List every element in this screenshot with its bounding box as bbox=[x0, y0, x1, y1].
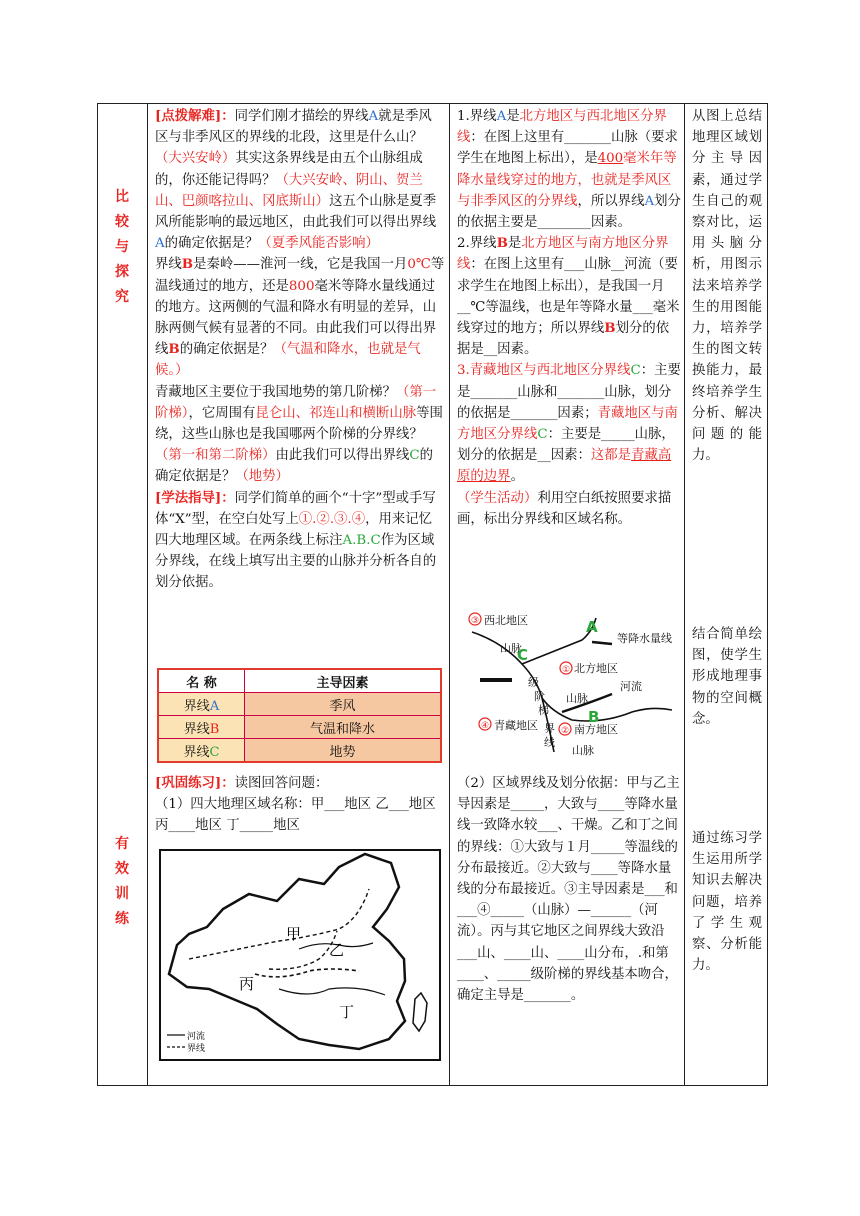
section-label-practice: 有 效 训 练 bbox=[115, 836, 129, 927]
china-regions-map bbox=[159, 849, 441, 1061]
factor-table bbox=[157, 668, 442, 763]
map-label-ding: 丁 bbox=[339, 1003, 355, 1021]
sketch-num1: ① bbox=[562, 665, 571, 675]
sketch-label-a: A bbox=[586, 618, 598, 636]
sketch-label-b: B bbox=[588, 708, 600, 726]
sketch-mountain2: 山脉 bbox=[566, 692, 588, 705]
table-row: 界线A 季风 bbox=[158, 693, 441, 716]
sketch-num2: ② bbox=[561, 726, 570, 736]
section-label-compare: 比 较 与 探 究 bbox=[115, 189, 129, 305]
sketch-mountain1: 山脉 bbox=[500, 642, 522, 655]
sketch-xian: 线 bbox=[544, 736, 555, 749]
sketch-num3: ③ bbox=[471, 616, 480, 626]
sketch-river: 河流 bbox=[620, 680, 642, 693]
map-label-yi: 乙 bbox=[329, 941, 345, 959]
sketch-mountain3: 山脉 bbox=[572, 744, 594, 757]
column-divider bbox=[147, 103, 148, 1086]
legend-river: 河流 bbox=[187, 1032, 206, 1042]
boundary-explanation: 1.界线A是北方地区与西北地区分界线：在图上这里有_______山脉（要求学生在地图上标出），是400毫米年等降水量线穿过的地方，也就是季风区与非季风区的分界线，所以界线A划分的依据主要是________因素。 2.界线B是北方地区与南方地区分界线：在图上这里有___山脉__河流（要求学生在地图上标出），是我国一月__℃等温线，也是年等降水量___毫米线穿过的地方；所以界线B划分的依据是__因素。 3.青藏地区与西北地区分界线C：主要是_______山脉和_______山脉，划分的依据是_______因素；青藏地区与南方地区分界线C：主要是_____山脉，划分的依据是__因素：这都是青藏高原的边界。 （学生活动）利用空白纸按照要求描画，标出分界线和区域名称。 bbox=[457, 109, 681, 527]
legend-border: 界线 bbox=[187, 1044, 206, 1054]
table-header-row: 名 称 主导因素 bbox=[158, 669, 441, 693]
table-row: 界线B 气温和降水 bbox=[158, 716, 441, 739]
map-label-bing: 丙 bbox=[239, 975, 255, 993]
sketch-step2: 阶 bbox=[534, 690, 545, 703]
sketch-north: 北方地区 bbox=[574, 662, 618, 675]
sketch-south: 南方地区 bbox=[574, 723, 618, 736]
design-intent-3: 通过练习学生运用所学知识去解决问题，培养了学生观察、分析能力。 bbox=[692, 831, 762, 974]
sketch-jie: 界 bbox=[544, 722, 555, 735]
region-sketch-diagram bbox=[462, 602, 682, 772]
sketch-step3: 梯 bbox=[538, 704, 549, 717]
sketch-num4: ④ bbox=[481, 721, 490, 731]
sketch-rainline: 等降水量线 bbox=[617, 632, 672, 645]
table-row: 界线C 地势 bbox=[158, 739, 441, 763]
sketch-qingzang: 青藏地区 bbox=[494, 719, 538, 732]
boundary-exercise: （2）区域界线及划分依据：甲与乙主导因素是_____，大致与____等降水量线一致降水较___、干燥。乙和丁之间的界线：①大致与１月_____等温线的分布最接近。②大致与____等降水量线的分布最接近。③主导因素是___和___④_____（山脉）—______（河流）。丙与其它地区之间界线大致沿___山、____山、____山分布，.和第____、_____级阶梯的界线基本吻合，确定主导是_______。 bbox=[457, 776, 680, 1004]
sketch-label-c: C bbox=[517, 646, 529, 664]
column-divider bbox=[684, 103, 685, 1086]
column-divider bbox=[449, 103, 450, 1086]
guidance-paragraph: [点拨解难]：同学们刚才描绘的界线A就是季风区与非季风区的界线的北段，这里是什么山？（大兴安岭）其实这条界线是由五个山脉组成的，你还能记得吗？（大兴安岭、阴山、贺兰山、巴颜喀拉山、冈底斯山）这五个山脉是夏季风所能影响的最远地区，由此我们可以得出界线A的确定依据是？（夏季风能否影响） 界线B是秦岭——淮河一线，它是我国一月0℃等温线通过的地方，还是800毫米等降水量线通过的地方。这两侧的气温和降水有明显的差异，山脉两侧气候有显著的不同。由此我们可以得出界线B的确定依据是？（气温和降水，也就是气候。） 青藏地区主要位于我国地势的第几阶梯？（第一阶梯），它周围有昆仑山、祁连山和横断山脉等围绕，这些山脉也是我国哪两个阶梯的分界线？（第一和第二阶梯）由此我们可以得出界线C的确定依据是？（地势） [学法指导]：同学们简单的画个“十字”型或手写体“X”型，在空白处写上①.②.③.④，用来记忆四大地理区域。在两条线上标注A.B.C作为区域分界线，在线上填写出主要的山脉并分析各自的划分依据。 bbox=[155, 108, 445, 591]
sketch-northwest: 西北地区 bbox=[484, 614, 528, 627]
sketch-step1: 级 bbox=[528, 676, 539, 689]
design-intent-1: 从图上总结地理区域划分主导因素，通过学生自己的观察对比，运用头脑分析，用图示法来培养学生的用图能力，培养学生的图文转换能力，最终培养学生分析、解决问题的能力。 bbox=[692, 109, 762, 464]
design-intent-2: 结合简单绘图，使学生形成地理事物的空间概念。 bbox=[692, 627, 762, 727]
map-label-jia: 甲 bbox=[286, 925, 302, 943]
exercise-paragraph: [巩固练习]：读图回答问题： （1）四大地理区域名称：甲___地区 乙___地区 丙____地区 丁_____地区 bbox=[155, 775, 436, 834]
